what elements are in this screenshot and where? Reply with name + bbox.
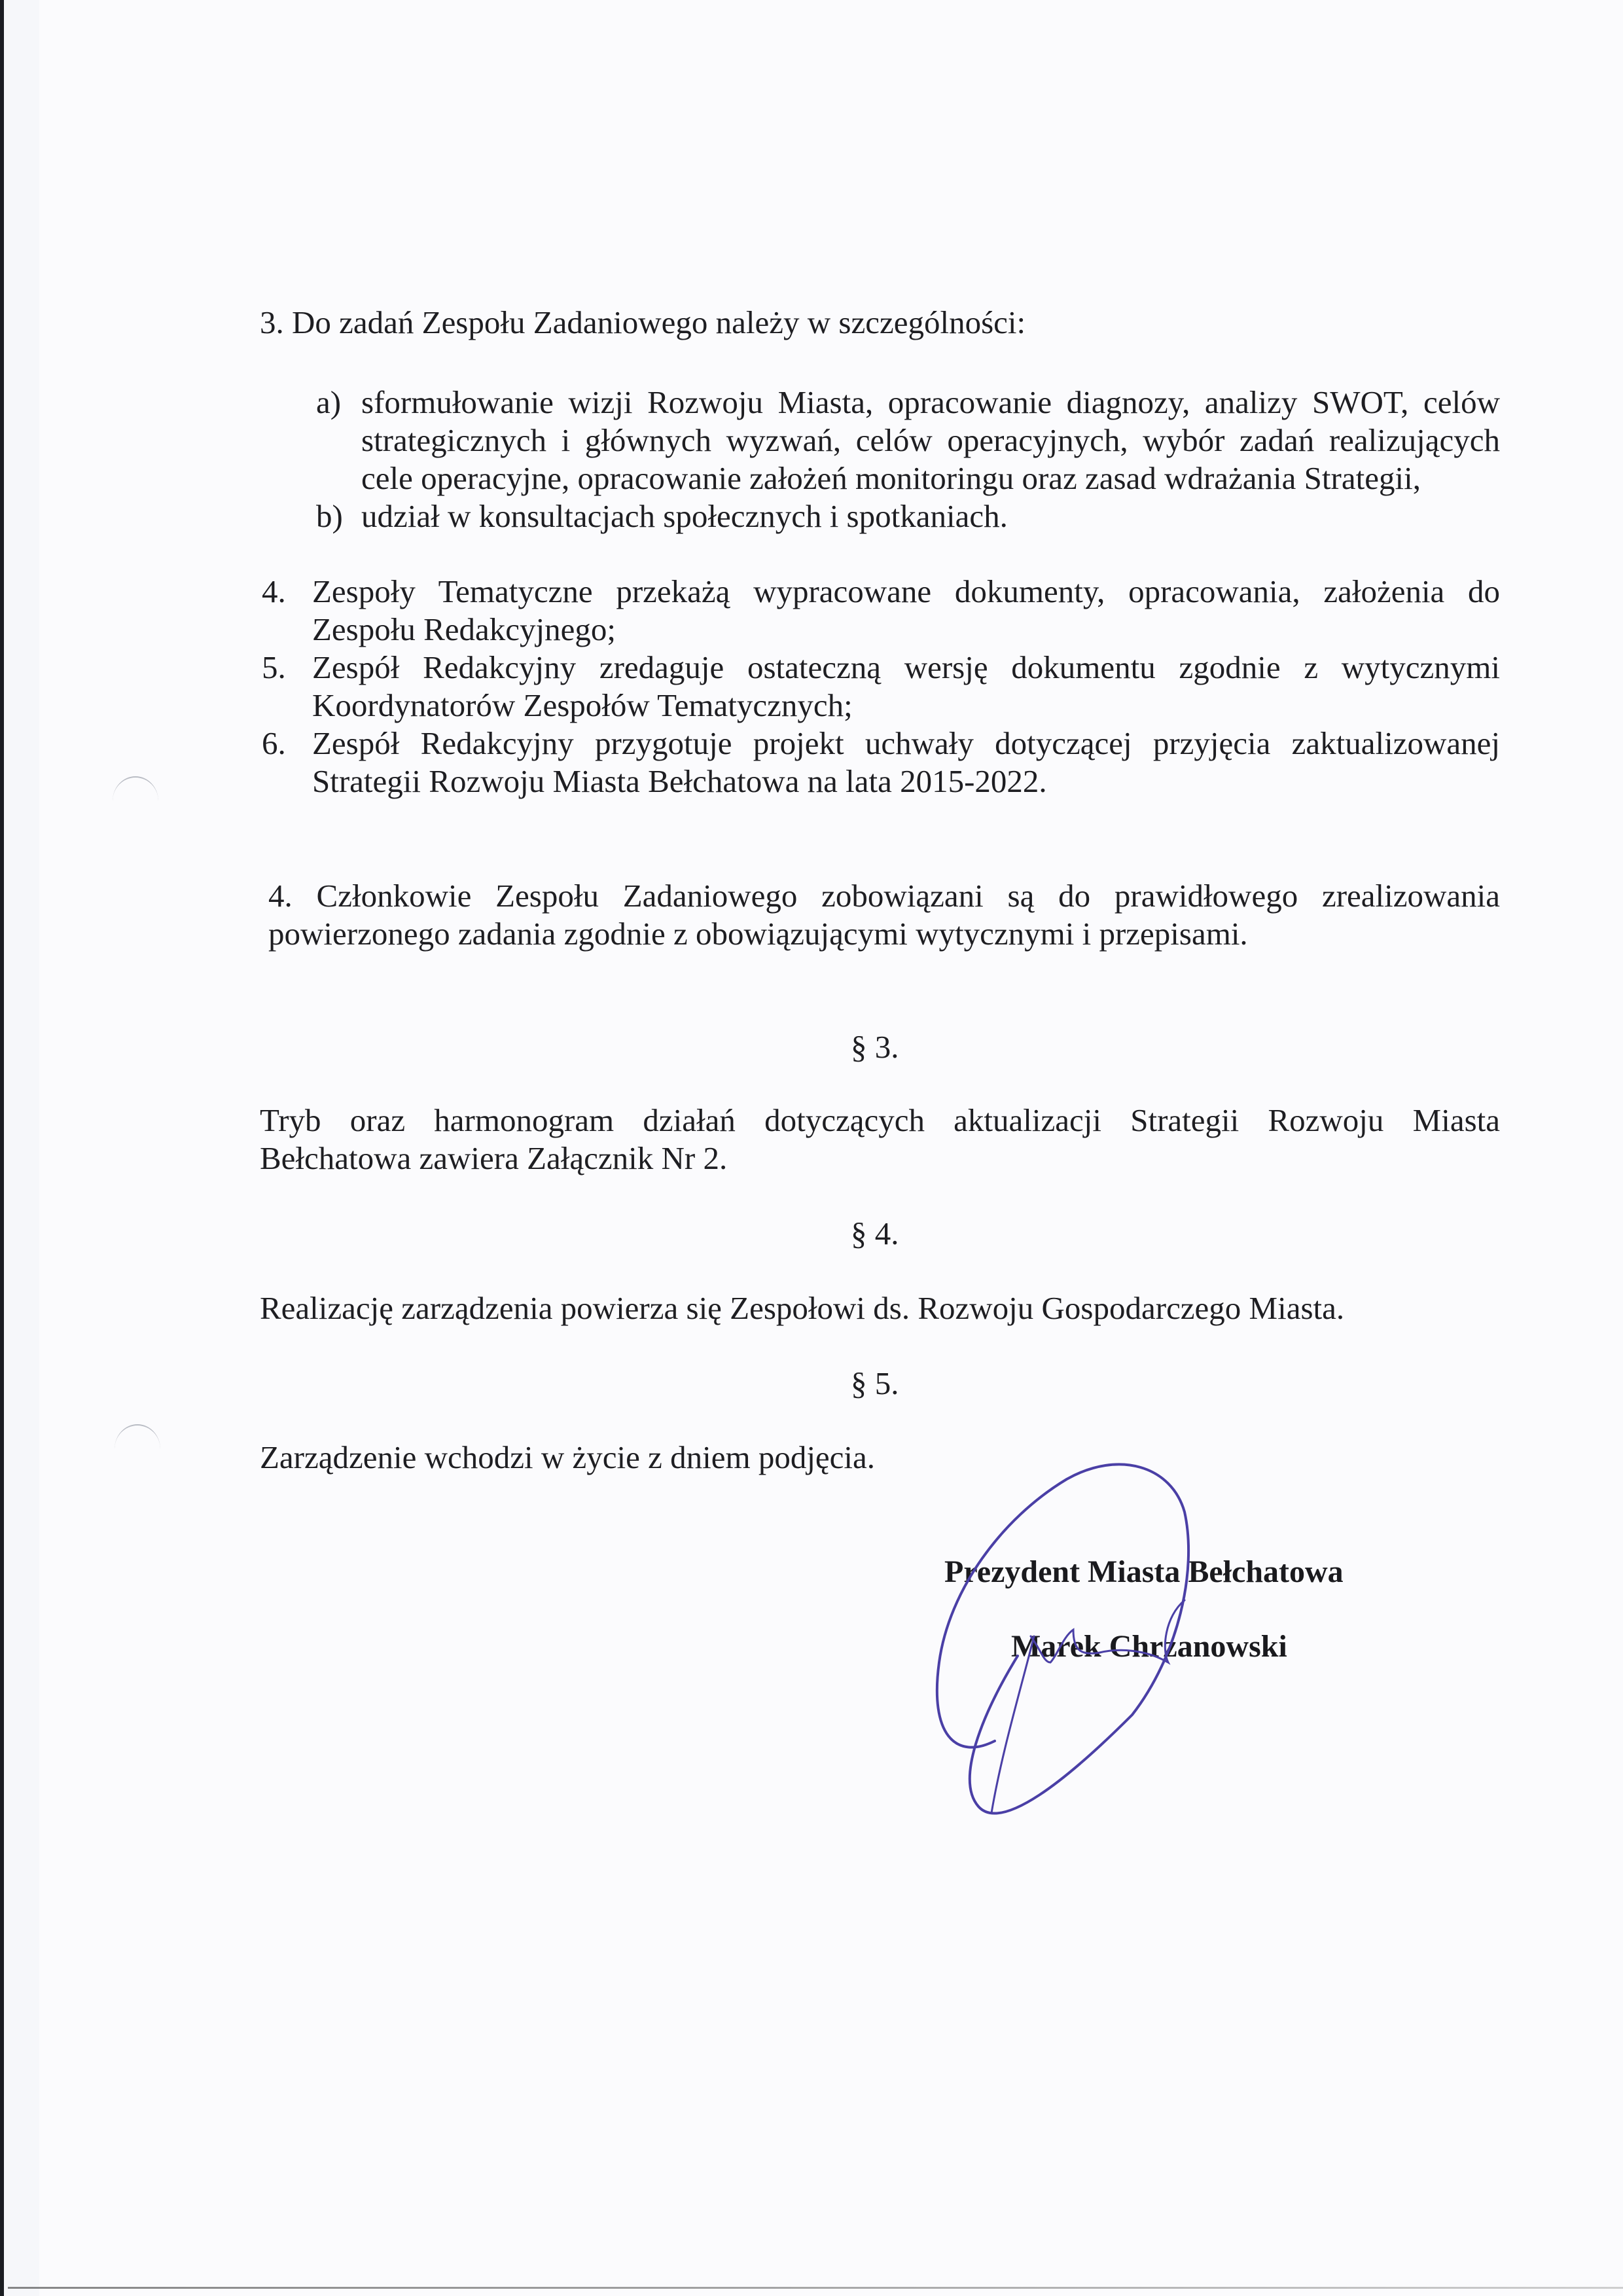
paragraph-5-text: Zarządzenie wchodzi w życie z dniem podjęcia.: [260, 1439, 876, 1475]
item-4-line-1: Zespoły Tematyczne przekażą wypracowane dokumenty, opracowania, założenia do: [312, 573, 1500, 609]
scan-edge-bottom: [8, 2287, 1623, 2289]
list-a-line-1: sformułowanie wizji Rozwoju Miasta, opracowanie diagnozy, analizy SWOT, celów: [361, 384, 1500, 420]
signature-name: Marek Chrzanowski: [1011, 1629, 1287, 1664]
scan-margin-strip: [4, 0, 39, 2296]
paragraph-3-heading: § 3.: [851, 1029, 899, 1065]
item-5-line-1: Zespół Redakcyjny zredaguje ostateczną wersję dokumentu zgodnie z wytycznymi: [312, 649, 1500, 685]
item-6-line-2: Strategii Rozwoju Miasta Bełchatowa na lata 2015-2022.: [312, 763, 1047, 799]
item-4-line-2: Zespołu Redakcyjnego;: [312, 611, 616, 647]
item-6-line-1: Zespół Redakcyjny przygotuje projekt uchwały dotyczącej przyjęcia zaktualizowanej: [312, 725, 1500, 761]
list-b-text: udział w konsultacjach społecznych i spotkaniach.: [361, 498, 1008, 534]
point-4-line-1: 4. Członkowie Zespołu Zadaniowego zobowiązani są do prawidłowego zrealizowania: [268, 878, 1500, 914]
punch-hole-mark: [115, 1424, 160, 1449]
point-4-line-2: powierzonego zadania zgodnie z obowiązującymi wytycznymi i przepisami.: [268, 916, 1248, 952]
item-4-number: 4.: [262, 573, 286, 609]
item-5-line-2: Koordynatorów Zespołów Tematycznych;: [312, 687, 853, 723]
item-5-number: 5.: [262, 649, 286, 685]
item-6-number: 6.: [262, 725, 286, 761]
list-a-label: a): [316, 384, 342, 420]
list-a-line-2: strategicznych i głównych wyzwań, celów operacyjnych, wybór zadań realizujących: [361, 422, 1500, 458]
paragraph-3-line-2: Bełchatowa zawiera Załącznik Nr 2.: [260, 1140, 728, 1176]
list-b-label: b): [316, 498, 343, 534]
paragraph-3-line-1: Tryb oraz harmonogram działań dotyczących aktualizacji Strategii Rozwoju Miasta: [260, 1102, 1500, 1138]
section-3-intro: 3. Do zadań Zespołu Zadaniowego należy w szczególności:: [260, 304, 1026, 340]
paragraph-5-heading: § 5.: [851, 1365, 899, 1401]
list-a-line-3: cele operacyjne, opracowanie założeń monitoringu oraz zasad wdrażania Strategii,: [361, 460, 1421, 496]
signature-title: Prezydent Miasta Bełchatowa: [944, 1554, 1344, 1589]
punch-hole-mark: [113, 776, 158, 801]
paragraph-4-text: Realizację zarządzenia powierza się Zespołowi ds. Rozwoju Gospodarczego Miasta.: [260, 1290, 1345, 1326]
paragraph-4-heading: § 4.: [851, 1215, 899, 1251]
